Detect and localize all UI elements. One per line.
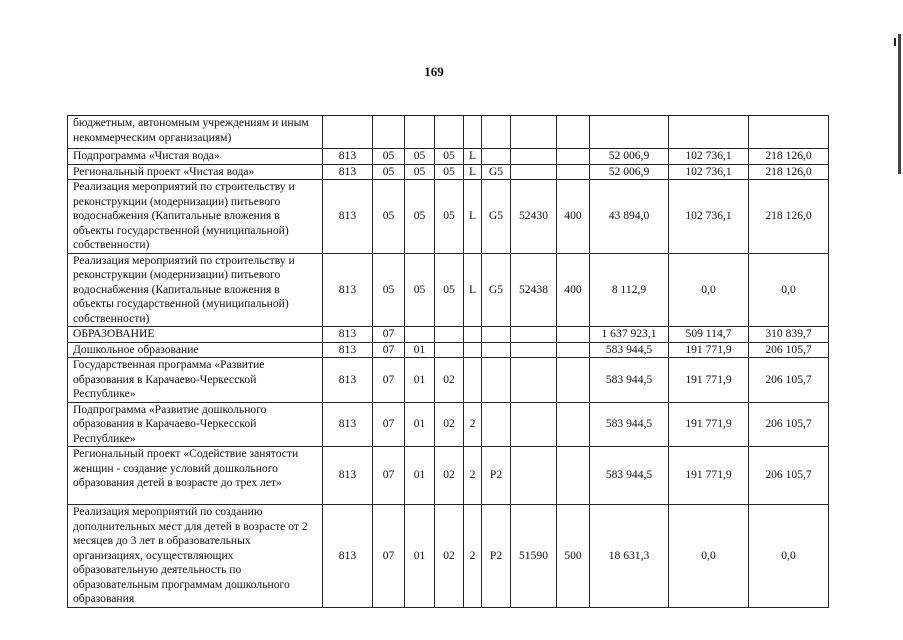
row-cell-3: 05: [435, 149, 464, 165]
row-cell-9: [669, 116, 749, 149]
row-cell-6: [511, 342, 557, 358]
row-cell-2: 01: [405, 505, 435, 608]
row-cell-10: 218 126,0: [749, 149, 829, 165]
row-cell-0: 813: [323, 164, 373, 180]
row-cell-1: 07: [373, 402, 405, 447]
row-cell-10: 206 105,7: [749, 358, 829, 403]
table-row: [68, 447, 829, 505]
row-cell-4: 2: [464, 505, 482, 608]
row-cell-7: [557, 402, 590, 447]
row-cell-10: 218 126,0: [749, 164, 829, 180]
row-cell-8: [590, 116, 669, 149]
row-cell-4: L: [464, 180, 482, 254]
row-cell-5: G5: [482, 180, 511, 254]
row-cell-9: 191 771,9: [669, 447, 749, 505]
row-cell-4: L: [464, 164, 482, 180]
row-cell-9: 0,0: [669, 253, 749, 327]
row-name: Государственная программа «Развитие образования в Карачаево-Черкесской Республике»: [68, 358, 323, 403]
table-row: [68, 116, 829, 149]
row-cell-8: 583 944,5: [590, 342, 669, 358]
row-cell-5: G5: [482, 253, 511, 327]
edge-mark-top: [894, 38, 896, 46]
row-cell-3: [435, 116, 464, 149]
budget-table: [67, 115, 829, 608]
row-cell-10: 0,0: [749, 253, 829, 327]
row-cell-4: 2: [464, 402, 482, 447]
row-cell-8: 1 637 923,1: [590, 327, 669, 343]
row-cell-4: 2: [464, 447, 482, 505]
row-cell-7: 500: [557, 505, 590, 608]
row-cell-4: [464, 116, 482, 149]
table-row: [68, 180, 829, 254]
row-cell-6: [511, 164, 557, 180]
row-cell-6: 52430: [511, 180, 557, 254]
row-cell-4: [464, 342, 482, 358]
row-cell-8: 8 112,9: [590, 253, 669, 327]
row-cell-3: 05: [435, 253, 464, 327]
row-cell-1: 05: [373, 253, 405, 327]
table-row: [68, 164, 829, 180]
row-cell-2: 05: [405, 149, 435, 165]
row-cell-3: 02: [435, 402, 464, 447]
row-cell-2: 01: [405, 402, 435, 447]
row-cell-7: 400: [557, 180, 590, 254]
row-cell-5: [482, 402, 511, 447]
table-row: [68, 149, 829, 165]
row-cell-1: 07: [373, 505, 405, 608]
row-cell-9: 191 771,9: [669, 402, 749, 447]
row-cell-2: [405, 327, 435, 343]
row-cell-1: 07: [373, 447, 405, 505]
row-cell-8: 43 894,0: [590, 180, 669, 254]
table-row: [68, 342, 829, 358]
row-cell-1: 05: [373, 164, 405, 180]
row-cell-9: 509 114,7: [669, 327, 749, 343]
row-cell-5: G5: [482, 164, 511, 180]
row-cell-3: [435, 327, 464, 343]
row-cell-5: [482, 116, 511, 149]
row-cell-2: 05: [405, 164, 435, 180]
row-cell-5: P2: [482, 447, 511, 505]
row-cell-3: 05: [435, 164, 464, 180]
row-cell-10: 0,0: [749, 505, 829, 608]
row-cell-0: [323, 116, 373, 149]
row-cell-1: 07: [373, 327, 405, 343]
row-cell-10: 218 126,0: [749, 180, 829, 254]
table-row: [68, 505, 829, 608]
row-cell-4: L: [464, 149, 482, 165]
row-name: бюджетным, автономным учреждениям и иным некоммерческим организациям): [68, 116, 323, 149]
row-cell-6: [511, 149, 557, 165]
row-cell-2: 01: [405, 342, 435, 358]
row-cell-1: 07: [373, 358, 405, 403]
row-cell-8: 18 631,3: [590, 505, 669, 608]
table-row: [68, 402, 829, 447]
row-cell-7: [557, 164, 590, 180]
row-name: Подпрограмма «Развитие дошкольного образования в Карачаево-Черкесской Республике»: [68, 402, 323, 447]
row-cell-7: [557, 447, 590, 505]
row-cell-7: [557, 358, 590, 403]
row-cell-0: 813: [323, 447, 373, 505]
row-cell-10: 310 839,7: [749, 327, 829, 343]
row-cell-3: 02: [435, 505, 464, 608]
row-cell-9: 102 736,1: [669, 180, 749, 254]
row-cell-1: [373, 116, 405, 149]
row-cell-5: [482, 327, 511, 343]
row-cell-5: [482, 342, 511, 358]
row-cell-3: [435, 342, 464, 358]
row-cell-9: 191 771,9: [669, 358, 749, 403]
row-cell-7: [557, 327, 590, 343]
row-cell-10: 206 105,7: [749, 342, 829, 358]
row-cell-6: [511, 402, 557, 447]
row-cell-2: [405, 116, 435, 149]
row-name: Региональный проект «Содействие занятости женщин - создание условий дошкольного образования детей в возрасте до трех лет»: [68, 447, 323, 505]
row-cell-8: 52 006,9: [590, 164, 669, 180]
row-name: Подпрограмма «Чистая вода»: [68, 149, 323, 165]
edge-mark-right: [898, 34, 901, 174]
table-row: [68, 253, 829, 327]
row-name: Реализация мероприятий по строительству и реконструкции (модернизации) питьевого водоснабжения (Капитальные вложения в объекты государственной (муниципальной) собственности): [68, 253, 323, 327]
row-cell-10: 206 105,7: [749, 447, 829, 505]
page-number: 169: [424, 64, 444, 79]
row-cell-4: L: [464, 253, 482, 327]
row-cell-9: 102 736,1: [669, 164, 749, 180]
row-cell-5: [482, 149, 511, 165]
row-cell-4: [464, 327, 482, 343]
row-cell-0: 813: [323, 342, 373, 358]
row-cell-6: [511, 327, 557, 343]
row-cell-8: 52 006,9: [590, 149, 669, 165]
row-cell-8: 583 944,5: [590, 402, 669, 447]
row-cell-2: 01: [405, 447, 435, 505]
row-cell-6: [511, 358, 557, 403]
table-body: [68, 116, 829, 608]
row-cell-5: P2: [482, 505, 511, 608]
row-cell-0: 813: [323, 253, 373, 327]
row-cell-0: 813: [323, 358, 373, 403]
row-name: Дошкольное образование: [68, 342, 323, 358]
row-cell-0: 813: [323, 505, 373, 608]
row-cell-6: 52438: [511, 253, 557, 327]
row-name: Региональный проект «Чистая вода»: [68, 164, 323, 180]
row-name: Реализация мероприятий по созданию дополнительных мест для детей в возрасте от 2 месяцев до 3 лет в образовательных организациях, осуществляющих образовательную деятельность по образовательным программам дошкольного образования: [68, 505, 323, 608]
row-cell-7: [557, 116, 590, 149]
row-cell-6: 51590: [511, 505, 557, 608]
row-cell-8: 583 944,5: [590, 447, 669, 505]
row-name: ОБРАЗОВАНИЕ: [68, 327, 323, 343]
row-name: Реализация мероприятий по строительству и реконструкции (модернизации) питьевого водоснабжения (Капитальные вложения в объекты государственной (муниципальной) собственности): [68, 180, 323, 254]
row-cell-1: 07: [373, 342, 405, 358]
row-cell-9: 102 736,1: [669, 149, 749, 165]
row-cell-0: 813: [323, 149, 373, 165]
row-cell-1: 05: [373, 149, 405, 165]
row-cell-1: 05: [373, 180, 405, 254]
row-cell-10: [749, 116, 829, 149]
row-cell-0: 813: [323, 402, 373, 447]
row-cell-5: [482, 358, 511, 403]
row-cell-6: [511, 116, 557, 149]
row-cell-7: [557, 149, 590, 165]
row-cell-9: 191 771,9: [669, 342, 749, 358]
row-cell-2: 05: [405, 253, 435, 327]
row-cell-8: 583 944,5: [590, 358, 669, 403]
row-cell-4: [464, 358, 482, 403]
row-cell-3: 02: [435, 447, 464, 505]
row-cell-7: [557, 342, 590, 358]
row-cell-9: 0,0: [669, 505, 749, 608]
row-cell-0: 813: [323, 180, 373, 254]
row-cell-3: 05: [435, 180, 464, 254]
row-cell-2: 01: [405, 358, 435, 403]
row-cell-6: [511, 447, 557, 505]
row-cell-7: 400: [557, 253, 590, 327]
row-cell-10: 206 105,7: [749, 402, 829, 447]
table-row: [68, 327, 829, 343]
row-cell-3: 02: [435, 358, 464, 403]
table-row: [68, 358, 829, 403]
row-cell-0: 813: [323, 327, 373, 343]
row-cell-2: 05: [405, 180, 435, 254]
